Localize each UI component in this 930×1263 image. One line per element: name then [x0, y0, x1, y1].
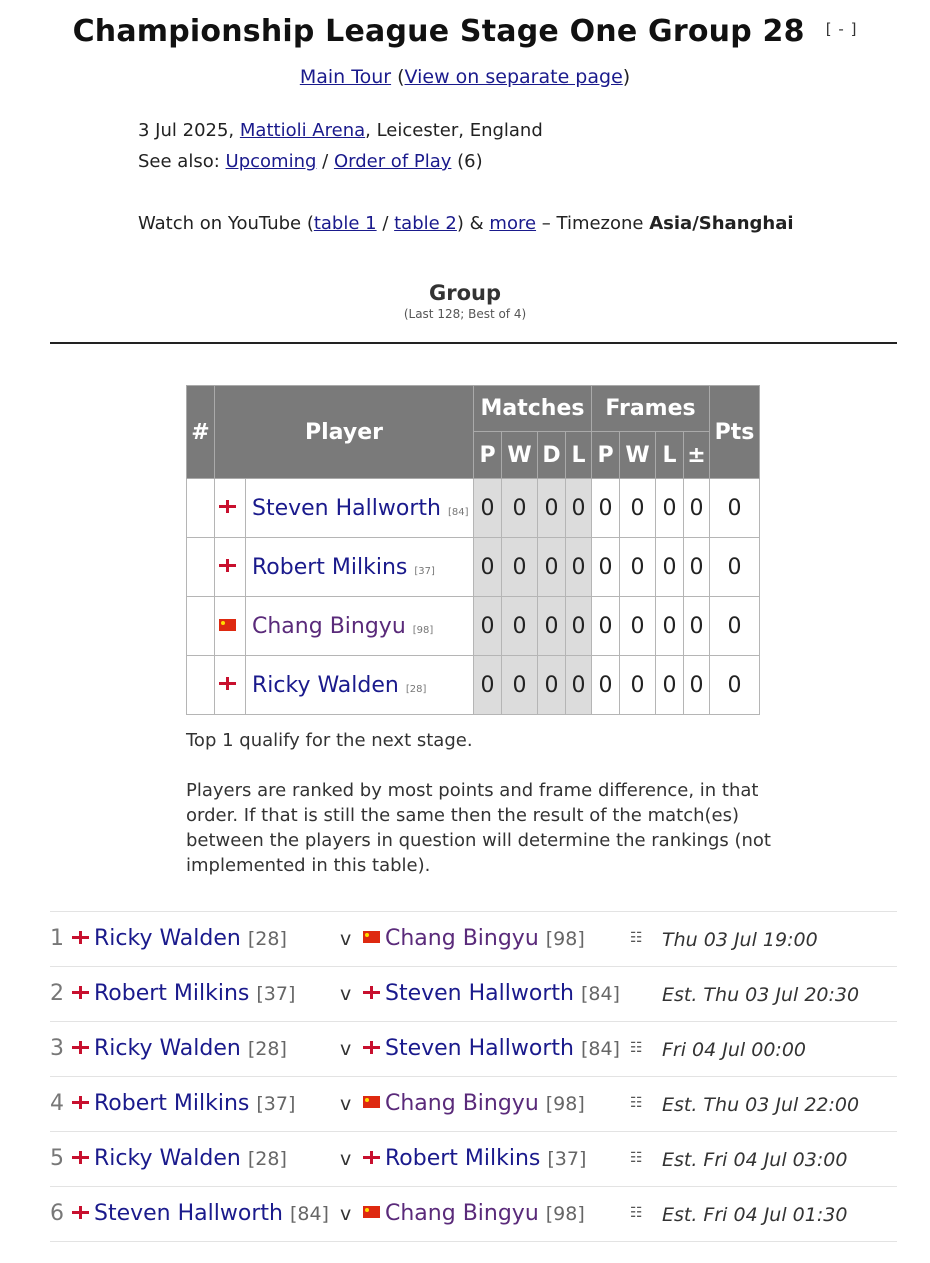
match-time: Est. Fri 04 Jul 01:30 — [662, 1204, 848, 1226]
player-rank: [98] — [412, 624, 434, 636]
england-flag-icon — [363, 986, 380, 999]
versus-label: v — [340, 1093, 352, 1115]
order-count: (6) — [457, 151, 483, 172]
standings-row — [187, 656, 760, 715]
upcoming-link[interactable]: Upcoming — [225, 151, 317, 172]
stat-cell-ml: 0 — [566, 479, 592, 538]
player2-link[interactable]: Robert Milkins — [385, 1146, 541, 1171]
table-icon[interactable]: ☷ — [630, 1095, 643, 1111]
table-icon[interactable]: ☷ — [630, 1205, 643, 1221]
england-flag-icon — [363, 1151, 380, 1164]
versus-label: v — [340, 983, 352, 1005]
stat-cell-md: 0 — [538, 656, 566, 715]
match-time: Est. Thu 03 Jul 22:00 — [662, 1094, 860, 1116]
col-matches-drawn: D — [538, 432, 566, 479]
watch-line: Watch on YouTube (table 1 / table 2) & more – Timezone Asia/Shanghai — [138, 213, 794, 234]
versus-label: v — [340, 1148, 352, 1170]
player-rank: [84] — [447, 506, 469, 518]
col-frames-header: Frames — [592, 386, 710, 432]
match-time: Thu 03 Jul 19:00 — [662, 929, 818, 951]
match-row — [50, 966, 897, 1021]
player-link[interactable]: Chang Bingyu — [252, 613, 406, 639]
player-rank: [37] — [414, 565, 435, 577]
player-cell — [246, 597, 474, 656]
col-pts-header: Pts — [710, 386, 760, 479]
england-flag-icon — [72, 1151, 89, 1164]
flag-cell — [215, 538, 246, 597]
player1-rank: [28] — [247, 1148, 287, 1170]
player1 — [72, 981, 295, 1006]
standings-row — [187, 597, 760, 656]
stat-cell-fp: 0 — [592, 538, 620, 597]
england-flag-icon — [363, 1041, 380, 1054]
match-list — [50, 911, 897, 1242]
stat-cell-mw: 0 — [502, 538, 538, 597]
divider — [50, 342, 897, 344]
col-frames-played: P — [592, 432, 620, 479]
page-header — [0, 14, 930, 49]
stat-cell-fp: 0 — [592, 597, 620, 656]
player2-rank: [98] — [545, 1093, 585, 1115]
player1 — [72, 1036, 287, 1061]
date-text: 3 Jul 2025, — [138, 120, 235, 141]
england-flag-icon — [219, 500, 236, 513]
match-number: 4 — [50, 1091, 64, 1116]
england-flag-icon — [72, 1041, 89, 1054]
more-link[interactable]: more — [489, 213, 537, 234]
date-venue-line — [138, 120, 543, 141]
player2-link[interactable]: Chang Bingyu — [385, 1201, 539, 1226]
group-header — [0, 281, 930, 321]
col-player-header: Player — [215, 386, 474, 479]
position-cell — [187, 479, 215, 538]
col-matches-lost: L — [566, 432, 592, 479]
stat-cell-fw: 0 — [620, 538, 656, 597]
table-icon[interactable]: ☷ — [630, 1150, 643, 1166]
stat-cell-md: 0 — [538, 479, 566, 538]
player2-rank: [98] — [545, 1203, 585, 1225]
col-matches-won: W — [502, 432, 538, 479]
player2 — [363, 1201, 585, 1226]
stat-cell-pts: 0 — [710, 538, 760, 597]
match-number: 2 — [50, 981, 64, 1006]
versus-label: v — [340, 1038, 352, 1060]
table-icon[interactable]: ☷ — [630, 1040, 643, 1056]
player2 — [363, 981, 620, 1006]
match-row — [50, 911, 897, 966]
player1 — [72, 1091, 295, 1116]
player1-link[interactable]: Ricky Walden — [94, 926, 241, 951]
stat-cell-ml: 0 — [566, 597, 592, 656]
stat-cell-pts: 0 — [710, 656, 760, 715]
match-row — [50, 1186, 897, 1242]
page-title: Championship League Stage One Group 28 — [72, 14, 805, 49]
player2-link[interactable]: Chang Bingyu — [385, 1091, 539, 1116]
group-subtitle: (Last 128; Best of 4) — [403, 307, 527, 321]
col-frames-won: W — [620, 432, 656, 479]
england-flag-icon — [219, 559, 236, 572]
ranking-note: Players are ranked by most points and frame difference, in that order. If that is still the same then the result of the match(es) between the players in question will determine the rankings (not implemented in this table). — [186, 780, 771, 876]
versus-label: v — [340, 928, 352, 950]
qualify-note: Top 1 qualify for the next stage. — [186, 730, 473, 751]
stat-cell-fw: 0 — [620, 479, 656, 538]
see-also-line: See also: Upcoming / Order of Play (6) — [138, 151, 483, 172]
col-matches-played: P — [474, 432, 502, 479]
table2-link[interactable]: table 2 — [394, 213, 457, 234]
col-rank-header: # — [187, 386, 215, 479]
match-row — [50, 1076, 897, 1131]
england-flag-icon — [72, 1096, 89, 1109]
group-title: Group — [428, 281, 501, 305]
stat-cell-mp: 0 — [474, 656, 502, 715]
match-time: Est. Thu 03 Jul 20:30 — [662, 984, 860, 1006]
stat-cell-mp: 0 — [474, 597, 502, 656]
player2-rank: [84] — [580, 1038, 620, 1060]
standings-row — [187, 479, 760, 538]
timezone-value: Asia/Shanghai — [649, 213, 794, 234]
flag-cell — [215, 656, 246, 715]
stat-cell-fl: 0 — [656, 597, 684, 656]
table1-link[interactable]: table 1 — [313, 213, 377, 234]
col-matches-header: Matches — [474, 386, 592, 432]
player1-rank: [84] — [289, 1203, 329, 1225]
stat-cell-pts: 0 — [710, 479, 760, 538]
main-tour-link[interactable]: Main Tour — [299, 66, 392, 88]
player2-rank: [37] — [547, 1148, 587, 1170]
standings-row — [187, 538, 760, 597]
stat-cell-fd: 0 — [684, 597, 710, 656]
position-cell — [187, 656, 215, 715]
player-link[interactable]: Steven Hallworth — [252, 495, 441, 521]
england-flag-icon — [72, 931, 89, 944]
player1 — [72, 1146, 287, 1171]
stat-cell-pts: 0 — [710, 597, 760, 656]
stat-cell-mw: 0 — [502, 479, 538, 538]
player2 — [363, 926, 585, 951]
match-number: 5 — [50, 1146, 64, 1171]
player1-rank: [37] — [256, 983, 296, 1005]
stat-cell-fw: 0 — [620, 597, 656, 656]
player1 — [72, 1201, 329, 1226]
player-cell — [246, 538, 474, 597]
player-cell — [246, 656, 474, 715]
position-cell — [187, 597, 215, 656]
col-frames-lost: L — [656, 432, 684, 479]
player1-rank: [37] — [256, 1093, 296, 1115]
stat-cell-mp: 0 — [474, 479, 502, 538]
venue-link[interactable]: Mattioli Arena — [239, 120, 366, 141]
stat-cell-fl: 0 — [656, 538, 684, 597]
player2 — [363, 1036, 620, 1061]
stat-cell-ml: 0 — [566, 538, 592, 597]
player2-link[interactable]: Steven Hallworth — [385, 981, 574, 1006]
match-number: 6 — [50, 1201, 64, 1226]
stat-cell-fd: 0 — [684, 479, 710, 538]
stat-cell-mw: 0 — [502, 597, 538, 656]
subnav: Main Tour (View on separate page) — [299, 66, 631, 88]
table-icon[interactable]: ☷ — [630, 930, 643, 946]
standings-table — [186, 385, 760, 715]
china-flag-icon — [363, 1096, 380, 1108]
collapse-toggle[interactable]: [ - ] — [825, 20, 858, 38]
player1-rank: [28] — [247, 928, 287, 950]
stat-cell-fd: 0 — [684, 656, 710, 715]
flag-cell — [215, 597, 246, 656]
player2-rank: [98] — [545, 928, 585, 950]
position-cell — [187, 538, 215, 597]
stat-cell-mw: 0 — [502, 656, 538, 715]
player-rank: [28] — [405, 683, 427, 695]
match-row — [50, 1131, 897, 1186]
order-of-play-link[interactable]: Order of Play — [333, 151, 452, 172]
stat-cell-fl: 0 — [656, 479, 684, 538]
stat-cell-fp: 0 — [592, 479, 620, 538]
timezone-label: – Timezone — [541, 213, 644, 234]
player2 — [363, 1091, 585, 1116]
stat-cell-fp: 0 — [592, 656, 620, 715]
england-flag-icon — [72, 1206, 89, 1219]
versus-label: v — [340, 1203, 352, 1225]
player1-link[interactable]: Robert Milkins — [94, 981, 250, 1006]
stat-cell-mp: 0 — [474, 538, 502, 597]
venue-location: , Leicester, England — [365, 120, 543, 141]
player-link[interactable]: Ricky Walden — [252, 672, 399, 698]
col-frames-diff: ± — [684, 432, 710, 479]
china-flag-icon — [363, 1206, 380, 1218]
stat-cell-md: 0 — [538, 538, 566, 597]
player1 — [72, 926, 287, 951]
match-number: 3 — [50, 1036, 64, 1061]
player2 — [363, 1146, 586, 1171]
match-time: Fri 04 Jul 00:00 — [662, 1039, 806, 1061]
player1-link[interactable]: Ricky Walden — [94, 1146, 241, 1171]
stat-cell-ml: 0 — [566, 656, 592, 715]
match-number: 1 — [50, 926, 64, 951]
player1-link[interactable]: Robert Milkins — [94, 1091, 250, 1116]
stat-cell-fl: 0 — [656, 656, 684, 715]
match-row — [50, 1021, 897, 1076]
match-time: Est. Fri 04 Jul 03:00 — [662, 1149, 848, 1171]
stat-cell-md: 0 — [538, 597, 566, 656]
player1-rank: [28] — [247, 1038, 287, 1060]
player2-link[interactable]: Steven Hallworth — [385, 1036, 574, 1061]
stat-cell-fd: 0 — [684, 538, 710, 597]
china-flag-icon — [219, 619, 236, 631]
watch-prefix: Watch on YouTube ( — [138, 213, 314, 234]
player2-link[interactable]: Chang Bingyu — [385, 926, 539, 951]
player-link[interactable]: Robert Milkins — [252, 554, 408, 580]
player1-link[interactable]: Steven Hallworth — [94, 1201, 283, 1226]
player2-rank: [84] — [580, 983, 620, 1005]
player-cell — [246, 479, 474, 538]
stat-cell-fw: 0 — [620, 656, 656, 715]
flag-cell — [215, 479, 246, 538]
see-also-label: See also: — [138, 151, 220, 172]
player1-link[interactable]: Ricky Walden — [94, 1036, 241, 1061]
england-flag-icon — [72, 986, 89, 999]
england-flag-icon — [219, 677, 236, 690]
view-separate-link[interactable]: View on separate page — [404, 66, 623, 88]
china-flag-icon — [363, 931, 380, 943]
